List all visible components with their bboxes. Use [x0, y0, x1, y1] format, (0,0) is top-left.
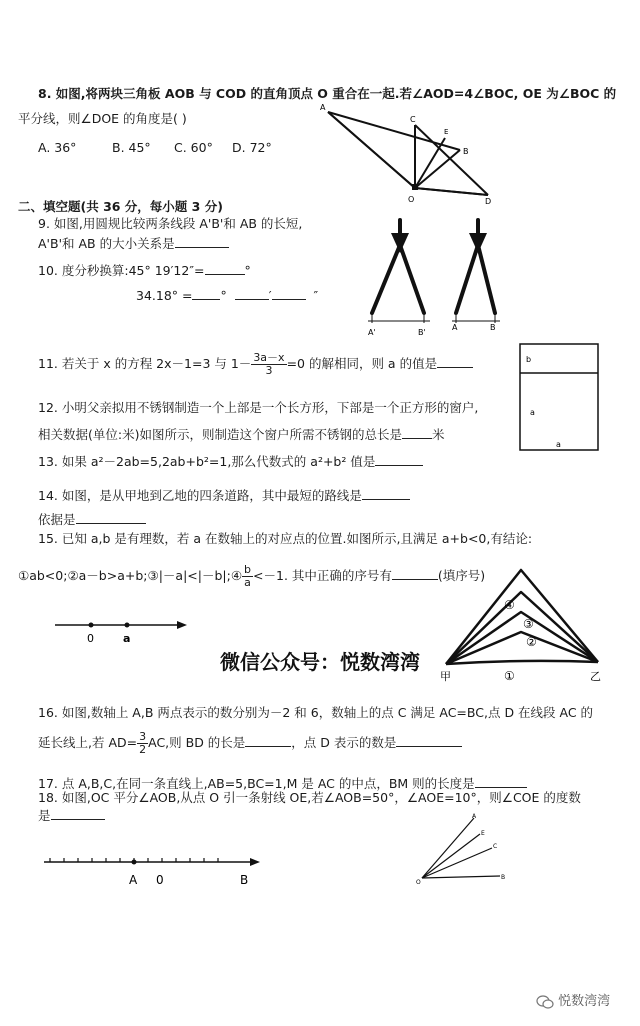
- q15-axis-label-a: a: [123, 632, 131, 645]
- q18-number-line: [44, 852, 266, 892]
- q18-fig-label-c: C: [493, 843, 498, 850]
- q8-fig-label-c: C: [410, 115, 416, 124]
- q8-line1: 8. 如图,将两块三角板 AOB 与 COD 的直角顶点 O 重合在一起.若∠AOD=4∠BOC, OE 为∠BOC 的: [38, 86, 617, 101]
- q16-line2: [38, 731, 462, 756]
- footer-brand: [536, 990, 610, 1009]
- q8-fig-label-e: E: [444, 128, 449, 136]
- q14-line2: [38, 511, 146, 528]
- q14-line1-text: 14. 如图，是从甲地到乙地的四条道路，其中最短的路线是: [38, 488, 362, 503]
- q16-line1: 16. 如图,数轴上 A,B 两点表示的数分别为－2 和 6，数轴上的点 C 满足 AC=BC,点 D 在线段 AC 的: [38, 705, 594, 720]
- q11-line: [38, 352, 473, 377]
- q10-line2: [136, 287, 318, 304]
- q9-line2: [38, 235, 229, 252]
- q15-items: ①ab<0;②a－b>a+b;③|－a|<|－b|;④: [18, 568, 243, 583]
- q9-line2-text: A'B'和 AB 的大小关系是: [38, 236, 175, 251]
- q18-line2: [38, 807, 105, 824]
- q12-line1: 12. 小明父亲拟用不锈钢制造一个上部是一个长方形，下部是一个正方形的窗户,: [38, 400, 479, 415]
- q11-frac-den: 3: [265, 364, 273, 377]
- q14-answer-blank-2[interactable]: [76, 511, 146, 524]
- q13-text: 13. 如果 a²－2ab=5,2ab+b²=1,那么代数式的 a²+b² 值是: [38, 454, 376, 469]
- q17-answer-blank[interactable]: [475, 775, 527, 788]
- q8-fig-label-d: D: [485, 197, 492, 206]
- section2-title: 二、填空题(共 36 分，每小题 3 分): [18, 199, 223, 214]
- q10-deg2: °: [220, 288, 227, 303]
- q11-pre: 11. 若关于 x 的方程 2x－1=3 与 1－: [38, 356, 252, 371]
- q16-mid2: ，点 D 表示的数是: [291, 735, 397, 750]
- q16-mid: AC,则 BD 的长是: [148, 735, 246, 750]
- q9-compass-figure: [360, 215, 520, 340]
- q10-blank-seconds[interactable]: [272, 287, 306, 300]
- q10-answer-blank-1[interactable]: [205, 262, 245, 275]
- q15-answer-blank[interactable]: [392, 567, 438, 580]
- q15-fill-hint: (填序号): [437, 568, 486, 583]
- q10-line1: [38, 262, 251, 279]
- q18-line1: 18. 如图,OC 平分∠AOB,从点 O 引一条射线 OE,若∠AOB=50°，∠AOE=10°，则∠COE 的度数: [38, 790, 581, 805]
- q16-answer-blank-1[interactable]: [245, 734, 291, 747]
- q18-axis-label-zero: 0: [156, 873, 164, 887]
- q12-line2-text: 相关数据(单位:米)如图所示，则制造这个窗户所需不锈钢的总长是: [38, 427, 402, 442]
- q14-routes-figure: [438, 566, 608, 684]
- q18-answer-blank[interactable]: [51, 807, 105, 820]
- q15-number-line: [55, 618, 190, 646]
- q8-line2: 平分线，则∠DOE 的角度是( ): [18, 111, 187, 126]
- q8-option-b: B. 45°: [112, 140, 151, 155]
- q8-fig-label-b: B: [463, 147, 469, 156]
- q14-line2-text: 依据是: [38, 512, 76, 527]
- q13-line: [38, 453, 423, 470]
- q18-line2-text: 是: [38, 808, 51, 823]
- q12-fig-label-b: b: [526, 355, 532, 364]
- q12-answer-blank[interactable]: [402, 426, 432, 439]
- wechat-icon: [536, 995, 554, 1009]
- q9-answer-blank[interactable]: [175, 235, 229, 248]
- q8-option-a: A. 36°: [38, 140, 77, 155]
- q16-pre: 延长线上,若 AD=: [38, 735, 138, 750]
- q10-sec: ″: [313, 288, 319, 303]
- q15-axis-label-zero: 0: [87, 632, 94, 645]
- q14-route-label-3: ③: [523, 617, 534, 631]
- q10-blank-minutes[interactable]: [235, 287, 269, 300]
- q10-min: ′: [268, 288, 272, 303]
- q10-degree-mark: °: [244, 263, 251, 278]
- q9-line1: 9. 如图,用圆规比较两条线段 A'B'和 AB 的长短,: [38, 216, 303, 231]
- q8-fig-label-o: O: [408, 195, 415, 204]
- q12-unit: 米: [431, 427, 445, 442]
- q13-answer-blank[interactable]: [375, 453, 423, 466]
- q8-triangle-figure: [320, 100, 510, 210]
- q15-frac-den: a: [244, 576, 251, 589]
- q14-label-jia: 甲: [440, 670, 451, 683]
- q12-fig-label-a1: a: [530, 408, 535, 417]
- footer-brand-text: 悦数湾湾: [558, 994, 611, 1009]
- q8-option-c: C. 60°: [174, 140, 213, 155]
- q12-line2: [38, 426, 444, 443]
- q14-label-yi: 乙: [590, 670, 601, 683]
- q15-line1: 15. 已知 a,b 是有理数，若 a 在数轴上的对应点的位置.如图所示,且满足 a+b<0,有结论:: [38, 531, 533, 546]
- q9-fig-label-a: A: [452, 323, 458, 332]
- q17-text: 17. 点 A,B,C,在同一条直线上,AB=5,BC=1,M 是 AC 的中点，BM 则的长度是: [38, 776, 475, 791]
- q9-fig-label-b: B: [490, 323, 496, 332]
- q16-fraction: [137, 731, 148, 756]
- q18-fig-label-e: E: [481, 830, 485, 837]
- q11-post: =0 的解相同，则 a 的值是: [286, 356, 438, 371]
- q10-blank-degrees[interactable]: [192, 287, 220, 300]
- q8-fig-label-a: A: [320, 103, 326, 112]
- q12-window-figure: [518, 342, 602, 454]
- q9-fig-label-b-prime: B': [418, 328, 426, 337]
- q18-fig-label-b: B: [501, 874, 506, 881]
- q12-fig-label-a2: a: [556, 440, 561, 449]
- q15-line2: [18, 564, 485, 589]
- q14-line1: [38, 487, 410, 504]
- q15-frac-num: b: [244, 563, 252, 576]
- q15-tail: <－1. 其中正确的序号有: [253, 568, 392, 583]
- q16-frac-num: 3: [139, 730, 147, 743]
- q14-route-label-2: ②: [526, 635, 537, 649]
- q11-frac-num: 3a－x: [253, 351, 285, 364]
- q10-line1-text: 10. 度分秒换算:45° 19′12″=: [38, 263, 205, 278]
- q9-fig-label-a-prime: A': [368, 328, 376, 337]
- q14-answer-blank-1[interactable]: [362, 487, 410, 500]
- q18-axis-label-b: B: [240, 873, 249, 887]
- q18-axis-label-a: A: [129, 873, 138, 887]
- q16-frac-den: 2: [139, 743, 147, 756]
- q18-fig-label-a: A: [472, 813, 477, 820]
- q11-fraction: [251, 352, 286, 377]
- q11-answer-blank[interactable]: [437, 355, 473, 368]
- q14-route-label-4: ④: [504, 598, 515, 612]
- q18-fig-label-o: O: [416, 879, 421, 886]
- q16-answer-blank-2[interactable]: [396, 734, 462, 747]
- q10-line2-text: 34.18° =: [136, 288, 193, 303]
- q8-option-d: D. 72°: [232, 140, 272, 155]
- q18-angle-figure: [412, 810, 512, 888]
- q15-fraction: [242, 564, 253, 589]
- wechat-watermark: 微信公众号：悦数湾湾: [220, 650, 420, 674]
- q14-route-label-1: ①: [504, 669, 515, 683]
